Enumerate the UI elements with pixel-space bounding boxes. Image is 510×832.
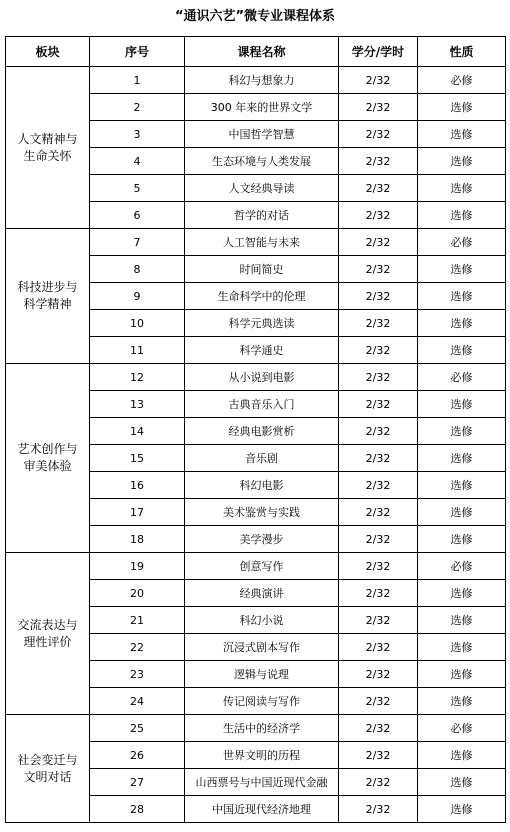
credit-hours-cell: 2/32 bbox=[339, 364, 418, 391]
course-name-cell: 人工智能与未来 bbox=[185, 229, 339, 256]
course-number-cell: 12 bbox=[90, 364, 185, 391]
course-type-cell: 选修 bbox=[418, 310, 506, 337]
course-name-cell: 科学通史 bbox=[185, 337, 339, 364]
section-label-line: 社会变迁与 bbox=[17, 752, 78, 767]
course-number-cell: 24 bbox=[90, 688, 185, 715]
section-cell bbox=[6, 553, 90, 715]
course-type-cell: 选修 bbox=[418, 472, 506, 499]
section-cell bbox=[6, 67, 90, 229]
section-cell bbox=[6, 715, 90, 823]
course-type-cell: 选修 bbox=[418, 688, 506, 715]
course-type-cell: 必修 bbox=[418, 715, 506, 742]
course-name-cell: 科幻与想象力 bbox=[185, 67, 339, 94]
course-number-cell: 7 bbox=[90, 229, 185, 256]
course-number-cell: 8 bbox=[90, 256, 185, 283]
course-type-cell: 选修 bbox=[418, 202, 506, 229]
section-label-line: 艺术创作与 bbox=[17, 442, 78, 456]
course-type-cell: 选修 bbox=[418, 175, 506, 202]
course-name-cell: 时间简史 bbox=[185, 256, 339, 283]
course-type-cell: 必修 bbox=[418, 67, 506, 94]
page-title: “通识六艺”微专业课程体系 bbox=[174, 9, 336, 24]
credit-hours-cell: 2/32 bbox=[339, 418, 418, 445]
course-type-cell: 选修 bbox=[418, 148, 506, 175]
header-course-name: 课程名称 bbox=[185, 37, 339, 67]
credit-hours-cell: 2/32 bbox=[339, 715, 418, 742]
course-name-cell: 中国近现代经济地理 bbox=[185, 796, 339, 823]
course-name-cell: 哲学的对话 bbox=[185, 202, 339, 229]
section-label-line: 理性评价 bbox=[23, 634, 72, 649]
table-row bbox=[6, 553, 506, 580]
course-name-cell: 科幻小说 bbox=[185, 607, 339, 634]
credit-hours-cell: 2/32 bbox=[339, 310, 418, 337]
credit-hours-cell: 2/32 bbox=[339, 526, 418, 553]
credit-hours-cell: 2/32 bbox=[339, 148, 418, 175]
course-type-cell: 选修 bbox=[418, 580, 506, 607]
section-cell bbox=[6, 364, 90, 553]
course-name-cell: 音乐剧 bbox=[185, 445, 339, 472]
section-label-line: 科学精神 bbox=[23, 297, 72, 311]
course-type-cell: 选修 bbox=[418, 94, 506, 121]
credit-hours-cell: 2/32 bbox=[339, 472, 418, 499]
section-label-line: 交流表达与 bbox=[17, 617, 78, 632]
section-label-line: 人文精神与 bbox=[17, 131, 78, 146]
course-name-cell: 沉浸式剧本写作 bbox=[185, 634, 339, 661]
course-number-cell: 13 bbox=[90, 391, 185, 418]
course-number-cell: 9 bbox=[90, 283, 185, 310]
course-number-cell: 28 bbox=[90, 796, 185, 823]
course-number-cell: 6 bbox=[90, 202, 185, 229]
section-label-line: 审美体验 bbox=[23, 459, 72, 473]
course-type-cell: 选修 bbox=[418, 121, 506, 148]
course-type-cell: 选修 bbox=[418, 661, 506, 688]
course-number-cell: 2 bbox=[90, 94, 185, 121]
course-type-cell: 必修 bbox=[418, 553, 506, 580]
course-name-cell: 传记阅读与写作 bbox=[185, 688, 339, 715]
credit-hours-cell: 2/32 bbox=[339, 67, 418, 94]
credit-hours-cell: 2/32 bbox=[339, 688, 418, 715]
header-number: 序号 bbox=[90, 37, 185, 67]
credit-hours-cell: 2/32 bbox=[339, 742, 418, 769]
credit-hours-cell: 2/32 bbox=[339, 580, 418, 607]
credit-hours-cell: 2/32 bbox=[339, 121, 418, 148]
section-label-line: 文明对话 bbox=[23, 769, 72, 784]
course-name-cell: 创意写作 bbox=[185, 553, 339, 580]
credit-hours-cell: 2/32 bbox=[339, 391, 418, 418]
course-type-cell: 选修 bbox=[418, 796, 506, 823]
course-type-cell: 选修 bbox=[418, 499, 506, 526]
course-number-cell: 27 bbox=[90, 769, 185, 796]
credit-hours-cell: 2/32 bbox=[339, 202, 418, 229]
section-cell bbox=[6, 229, 90, 364]
course-type-cell: 选修 bbox=[418, 283, 506, 310]
course-number-cell: 22 bbox=[90, 634, 185, 661]
course-number-cell: 19 bbox=[90, 553, 185, 580]
header-course-type: 性质 bbox=[418, 37, 506, 67]
table-body bbox=[6, 67, 506, 823]
course-number-cell: 10 bbox=[90, 310, 185, 337]
credit-hours-cell: 2/32 bbox=[339, 499, 418, 526]
course-type-cell: 选修 bbox=[418, 526, 506, 553]
course-name-cell: 经典电影赏析 bbox=[185, 418, 339, 445]
course-number-cell: 14 bbox=[90, 418, 185, 445]
credit-hours-cell: 2/32 bbox=[339, 769, 418, 796]
section-label-line: 科技进步与 bbox=[17, 280, 78, 294]
credit-hours-cell: 2/32 bbox=[339, 796, 418, 823]
course-type-cell: 选修 bbox=[418, 769, 506, 796]
course-number-cell: 3 bbox=[90, 121, 185, 148]
course-type-cell: 选修 bbox=[418, 256, 506, 283]
credit-hours-cell: 2/32 bbox=[339, 337, 418, 364]
course-name-cell: 从小说到电影 bbox=[185, 364, 339, 391]
course-name-cell: 生态环境与人类发展 bbox=[185, 148, 339, 175]
course-number-cell: 25 bbox=[90, 715, 185, 742]
credit-hours-cell: 2/32 bbox=[339, 229, 418, 256]
course-name-cell: 科幻电影 bbox=[185, 472, 339, 499]
table-row bbox=[6, 715, 506, 742]
course-type-cell: 选修 bbox=[418, 634, 506, 661]
course-number-cell: 21 bbox=[90, 607, 185, 634]
course-name-cell: 中国哲学智慧 bbox=[185, 121, 339, 148]
section-label-line: 生命关怀 bbox=[23, 148, 72, 163]
credit-hours-cell: 2/32 bbox=[339, 553, 418, 580]
credit-hours-cell: 2/32 bbox=[339, 634, 418, 661]
credit-hours-cell: 2/32 bbox=[339, 94, 418, 121]
course-name-cell: 古典音乐入门 bbox=[185, 391, 339, 418]
credit-hours-cell: 2/32 bbox=[339, 283, 418, 310]
course-name-cell: 经典演讲 bbox=[185, 580, 339, 607]
course-type-cell: 必修 bbox=[418, 364, 506, 391]
course-type-cell: 选修 bbox=[418, 742, 506, 769]
table-row bbox=[6, 67, 506, 94]
course-name-cell: 逻辑与说理 bbox=[185, 661, 339, 688]
course-name-cell: 世界文明的历程 bbox=[185, 742, 339, 769]
course-name-cell: 山西票号与中国近现代金融 bbox=[185, 769, 339, 796]
course-name-cell: 美学漫步 bbox=[185, 526, 339, 553]
credit-hours-cell: 2/32 bbox=[339, 607, 418, 634]
course-number-cell: 15 bbox=[90, 445, 185, 472]
course-type-cell: 选修 bbox=[418, 607, 506, 634]
course-type-cell: 必修 bbox=[418, 229, 506, 256]
credit-hours-cell: 2/32 bbox=[339, 661, 418, 688]
course-type-cell: 选修 bbox=[418, 445, 506, 472]
course-type-cell: 选修 bbox=[418, 337, 506, 364]
header-credit-hours: 学分/学时 bbox=[339, 37, 418, 67]
course-number-cell: 11 bbox=[90, 337, 185, 364]
course-number-cell: 5 bbox=[90, 175, 185, 202]
credit-hours-cell: 2/32 bbox=[339, 445, 418, 472]
table-row bbox=[6, 364, 506, 391]
header-section: 板块 bbox=[6, 37, 90, 67]
course-number-cell: 1 bbox=[90, 67, 185, 94]
course-name-cell: 美术鉴赏与实践 bbox=[185, 499, 339, 526]
table-header-row bbox=[6, 37, 506, 67]
credit-hours-cell: 2/32 bbox=[339, 175, 418, 202]
course-number-cell: 4 bbox=[90, 148, 185, 175]
course-name-cell: 生活中的经济学 bbox=[185, 715, 339, 742]
course-name-cell: 300 年来的世界文学 bbox=[185, 94, 339, 121]
credit-hours-cell: 2/32 bbox=[339, 256, 418, 283]
course-number-cell: 18 bbox=[90, 526, 185, 553]
course-name-cell: 生命科学中的伦理 bbox=[185, 283, 339, 310]
course-type-cell: 选修 bbox=[418, 391, 506, 418]
course-table bbox=[5, 36, 506, 823]
course-number-cell: 20 bbox=[90, 580, 185, 607]
course-name-cell: 科学元典选读 bbox=[185, 310, 339, 337]
course-number-cell: 26 bbox=[90, 742, 185, 769]
course-type-cell: 选修 bbox=[418, 418, 506, 445]
course-number-cell: 23 bbox=[90, 661, 185, 688]
course-number-cell: 17 bbox=[90, 499, 185, 526]
course-number-cell: 16 bbox=[90, 472, 185, 499]
course-name-cell: 人文经典导读 bbox=[185, 175, 339, 202]
table-row bbox=[6, 229, 506, 256]
